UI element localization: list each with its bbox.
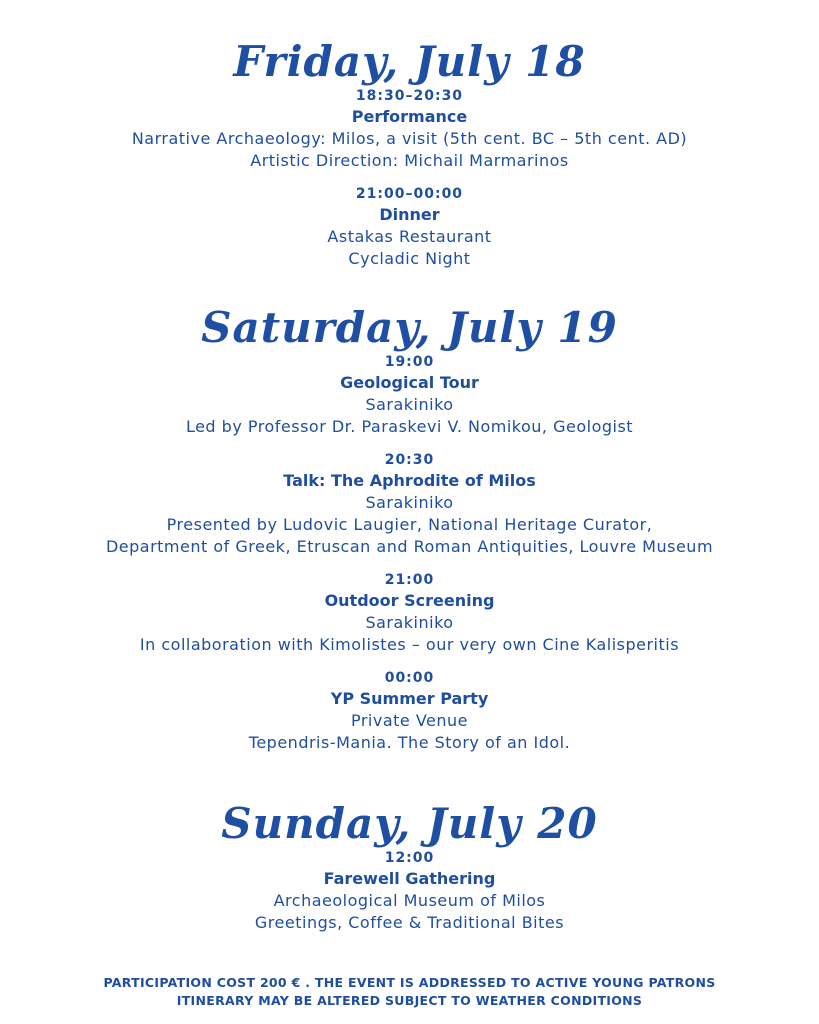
event-line: Narrative Archaeology: Milos, a visit (5th cent. BC – 5th cent. AD) bbox=[131, 129, 688, 148]
event-title: YP Summer Party bbox=[330, 689, 489, 708]
event-outdoor-screening bbox=[0, 570, 819, 656]
day-sunday bbox=[0, 800, 819, 934]
event-line: Led by Professor Dr. Paraskevi V. Nomikou, Geologist bbox=[185, 417, 634, 436]
event-line: Tependris-Mania. The Story of an Idol. bbox=[248, 733, 571, 752]
event-talk bbox=[0, 450, 819, 558]
event-line: Presented by Ludovic Laugier, National Heritage Curator, bbox=[166, 515, 653, 534]
event-line: Sarakiniko bbox=[365, 493, 454, 512]
day-heading: Sunday, July 20 bbox=[221, 799, 598, 848]
event-title: Talk: The Aphrodite of Milos bbox=[283, 471, 536, 490]
participation-cost-note: PARTICIPATION COST 200 € . THE EVENT IS ADDRESSED TO ACTIVE YOUNG PATRONS bbox=[103, 975, 716, 990]
event-line: Astakas Restaurant bbox=[327, 227, 492, 246]
event-summer-party bbox=[0, 668, 819, 754]
event-time: 00:00 bbox=[384, 670, 435, 686]
day-friday bbox=[0, 38, 819, 270]
event-dinner bbox=[0, 184, 819, 270]
event-line: Greetings, Coffee & Traditional Bites bbox=[254, 913, 565, 932]
event-time: 21:00–00:00 bbox=[355, 186, 464, 202]
event-farewell bbox=[0, 848, 819, 934]
event-time: 19:00 bbox=[384, 354, 435, 370]
day-saturday bbox=[0, 304, 819, 754]
day-heading: Friday, July 18 bbox=[233, 37, 586, 86]
event-performance bbox=[0, 86, 819, 172]
day-heading: Saturday, July 19 bbox=[201, 303, 618, 352]
event-line: Private Venue bbox=[350, 711, 469, 730]
event-time: 18:30–20:30 bbox=[355, 88, 464, 104]
event-line: Cycladic Night bbox=[348, 249, 471, 268]
event-title: Outdoor Screening bbox=[324, 591, 495, 610]
event-line: Archaeological Museum of Milos bbox=[273, 891, 546, 910]
event-line: Department of Greek, Etruscan and Roman Antiquities, Louvre Museum bbox=[105, 537, 714, 556]
event-title: Dinner bbox=[379, 205, 440, 224]
event-line: Sarakiniko bbox=[365, 395, 454, 414]
event-line: In collaboration with Kimolistes – our very own Cine Kalisperitis bbox=[139, 635, 680, 654]
footer-notes bbox=[0, 974, 819, 1010]
event-time: 12:00 bbox=[384, 850, 435, 866]
event-title: Farewell Gathering bbox=[323, 869, 496, 888]
event-time: 21:00 bbox=[384, 572, 435, 588]
event-line: Sarakiniko bbox=[365, 613, 454, 632]
event-line: Artistic Direction: Michail Marmarinos bbox=[250, 151, 569, 170]
event-title: Geological Tour bbox=[340, 373, 479, 392]
event-geological-tour bbox=[0, 352, 819, 438]
weather-disclaimer: ITINERARY MAY BE ALTERED SUBJECT TO WEATHER CONDITIONS bbox=[176, 993, 643, 1008]
event-time: 20:30 bbox=[384, 452, 435, 468]
event-title: Performance bbox=[351, 107, 468, 126]
